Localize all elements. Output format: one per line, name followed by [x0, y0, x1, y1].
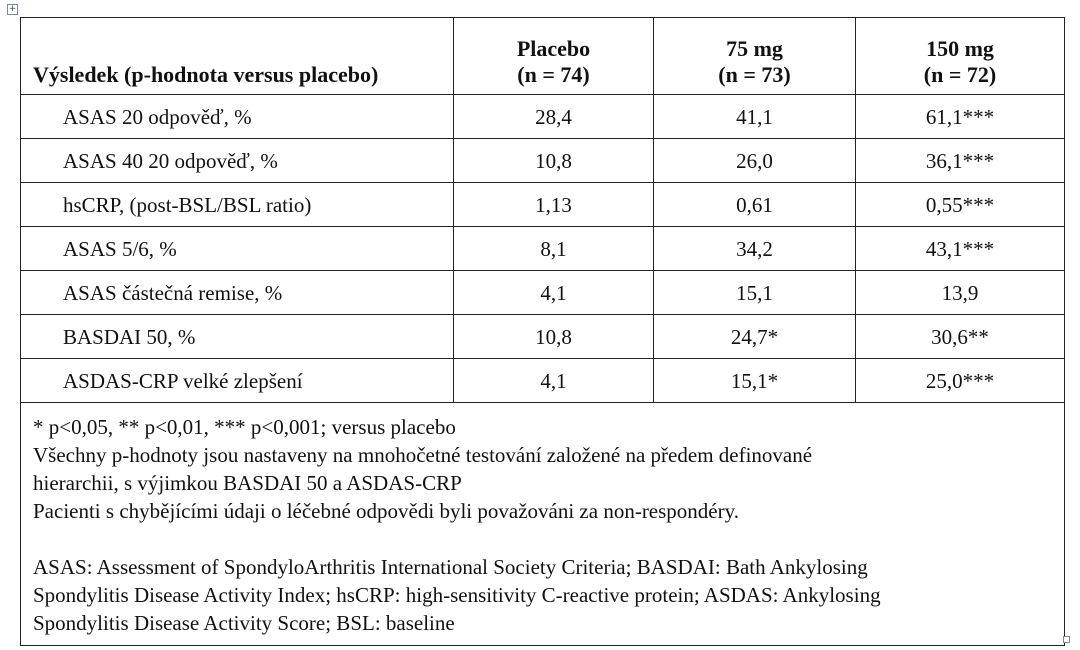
- cell-75mg: 0,61: [654, 183, 856, 227]
- note-significance: * p<0,05, ** p<0,01, *** p<0,001; versus placebo: [33, 415, 456, 439]
- header-75mg: [654, 18, 856, 95]
- header-150mg-name: 150 mg: [926, 36, 994, 61]
- row-label: hsCRP, (post-BSL/BSL ratio): [21, 183, 454, 227]
- note-hierarchy-1: Všechny p-hodnoty jsou nastaveny na mnohočetné testování založené na předem definované: [33, 443, 813, 467]
- cell-placebo: 10,8: [454, 139, 654, 183]
- cell-75mg: 15,1: [654, 271, 856, 315]
- table-row: [21, 359, 1065, 403]
- row-label: ASAS 20 odpověď, %: [21, 95, 454, 139]
- results-table: [20, 17, 1065, 646]
- cell-150mg: 43,1***: [856, 227, 1065, 271]
- cell-150mg: 30,6**: [856, 315, 1065, 359]
- row-label: BASDAI 50, %: [21, 315, 454, 359]
- header-150mg-n: (n = 72): [923, 62, 997, 87]
- cell-placebo: 8,1: [454, 227, 654, 271]
- row-label: ASAS 40 20 odpověď, %: [21, 139, 454, 183]
- cell-150mg: 61,1***: [856, 95, 1065, 139]
- note-nonresponders: Pacienti s chybějícími údaji o léčebné odpovědi byli považováni za non-respondéry.: [33, 499, 740, 523]
- cell-placebo: 4,1: [454, 271, 654, 315]
- cell-placebo: 4,1: [454, 359, 654, 403]
- header-placebo-name: Placebo: [516, 36, 591, 61]
- table-row: [21, 315, 1065, 359]
- row-label: ASAS 5/6, %: [21, 227, 454, 271]
- note-abbreviations-2: Spondylitis Disease Activity Index; hsCRP: high-sensitivity C-reactive protein; ASDAS: Ankylosing: [33, 583, 881, 607]
- header-150mg: [856, 18, 1065, 95]
- table-row: [21, 139, 1065, 183]
- resize-handle-icon[interactable]: [1063, 636, 1070, 643]
- table-row: [21, 95, 1065, 139]
- cell-75mg: 15,1*: [654, 359, 856, 403]
- table-row: [21, 227, 1065, 271]
- header-75mg-n: (n = 73): [718, 62, 791, 87]
- cell-75mg: 41,1: [654, 95, 856, 139]
- table-move-handle-icon[interactable]: +: [8, 4, 17, 14]
- notes-row: [21, 403, 1065, 646]
- cell-75mg: 24,7*: [654, 315, 856, 359]
- table-notes: [21, 403, 1065, 646]
- table-row: [21, 183, 1065, 227]
- note-abbreviations-1: ASAS: Assessment of SpondyloArthritis International Society Criteria; BASDAI: Bath Ankylosing: [33, 555, 868, 579]
- cell-150mg: 36,1***: [856, 139, 1065, 183]
- cell-placebo: 10,8: [454, 315, 654, 359]
- header-75mg-name: 75 mg: [726, 36, 783, 61]
- table-row: [21, 271, 1065, 315]
- note-abbreviations-3: Spondylitis Disease Activity Score; BSL: baseline: [33, 611, 455, 635]
- cell-150mg: 13,9: [856, 271, 1065, 315]
- row-label: ASAS částečná remise, %: [21, 271, 454, 315]
- cell-150mg: 0,55***: [856, 183, 1065, 227]
- note-hierarchy-2: hierarchii, s výjimkou BASDAI 50 a ASDAS-CRP: [33, 471, 462, 495]
- header-placebo: [454, 18, 654, 95]
- header-row: [21, 18, 1065, 95]
- header-placebo-n: (n = 74): [517, 62, 590, 87]
- cell-150mg: 25,0***: [856, 359, 1065, 403]
- cell-placebo: 28,4: [454, 95, 654, 139]
- note-spacer: [33, 525, 1052, 553]
- row-label: ASDAS-CRP velké zlepšení: [21, 359, 454, 403]
- cell-75mg: 26,0: [654, 139, 856, 183]
- cell-75mg: 34,2: [654, 227, 856, 271]
- header-outcome: Výsledek (p-hodnota versus placebo): [21, 18, 454, 95]
- cell-placebo: 1,13: [454, 183, 654, 227]
